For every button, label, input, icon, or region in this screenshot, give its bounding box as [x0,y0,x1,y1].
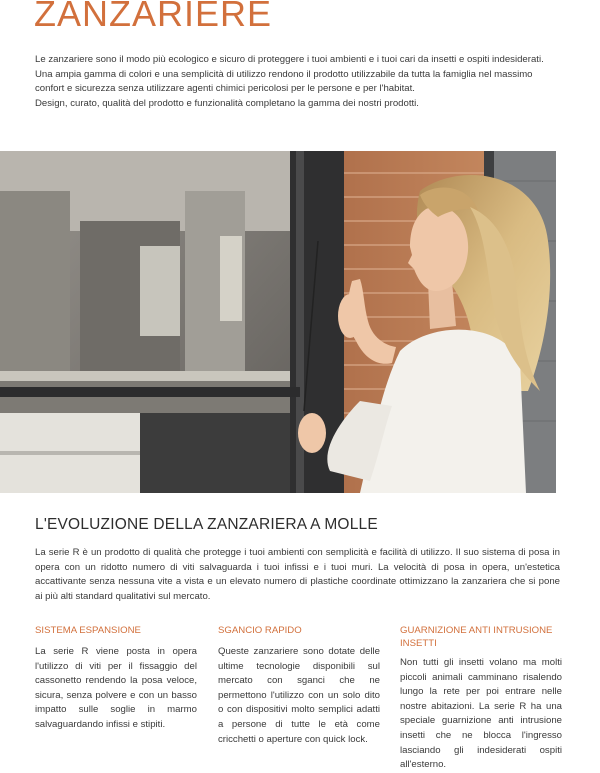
woman-at-window-image [0,151,556,493]
page-title: ZANZARIERE [34,0,273,34]
feature-column-sgancio [218,624,380,747]
feature-text: La serie R viene posta in opera l'utilizzo di viti per il fissaggio del cassonetto rendendo la posa veloce, sicura, senza polvere e con un basso impatto sulle soglie in marmo salvaguardando infissi e stipiti. [35,646,197,730]
feature-column-espansione [35,624,197,733]
intro-text [35,53,560,111]
feature-text: Non tutti gli insetti volano ma molti piccoli animali camminano risalendo lungo la rete per poi entrare nelle nostre abitazioni. La serie R ha una speciale guarnizione anti intrusione insetti che ne blocca l'ingresso lasciando gli indesiderati ospiti all'esterno. [400,657,562,771]
intro-paragraph: Una ampia gamma di colori e una semplicità di utilizzo rendono il prodotto utilizzabile da tutta la famiglia nel massimo confort e sicurezza senza utilizzare agenti chimici pericolosi per le persone e per l'habitat. [35,68,533,95]
feature-title: GUARNIZIONE ANTI INTRUSIONE INSETTI [400,625,553,649]
feature-title: SGANCIO RAPIDO [218,625,302,636]
section-heading: L'EVOLUZIONE DELLA ZANZARIERA A MOLLE [35,516,378,533]
product-photo [0,151,556,493]
intro-paragraph: Le zanzariere sono il modo più ecologico e sicuro di proteggere i tuoi ambienti e i tuoi cari da insetti e ospiti indesiderati. [35,54,544,65]
intro-paragraph: Design, curato, qualità del prodotto e funzionalità completano la gamma dei nostri prodotti. [35,97,419,109]
feature-text: Queste zanzariere sono dotate delle ultime tecnologie disponibili sul mercato con sganci che ne permettono l'utilizzo con un solo dito o con dispositivi molto semplici adatti a persone di tutte le età come cricchetti o aperture con quick lock. [218,646,380,745]
feature-column-guarnizione [400,624,562,773]
feature-title: SISTEMA ESPANSIONE [35,625,141,636]
section-paragraph: La serie R è un prodotto di qualità che protegge i tuoi ambienti con semplicità e facilità di utilizzo. Il suo sistema di posa in opera con un ridotto numero di viti salvaguarda i tuoi infissi e i tuoi muri. La velocità di posa in opera, un'estetica accattivante senza nessuna vite a vista e un elevato numero di plastiche coordinate ottimizzano la zanzariera che si pone ai più alti standard qualitativi sul mercato. [35,547,560,602]
